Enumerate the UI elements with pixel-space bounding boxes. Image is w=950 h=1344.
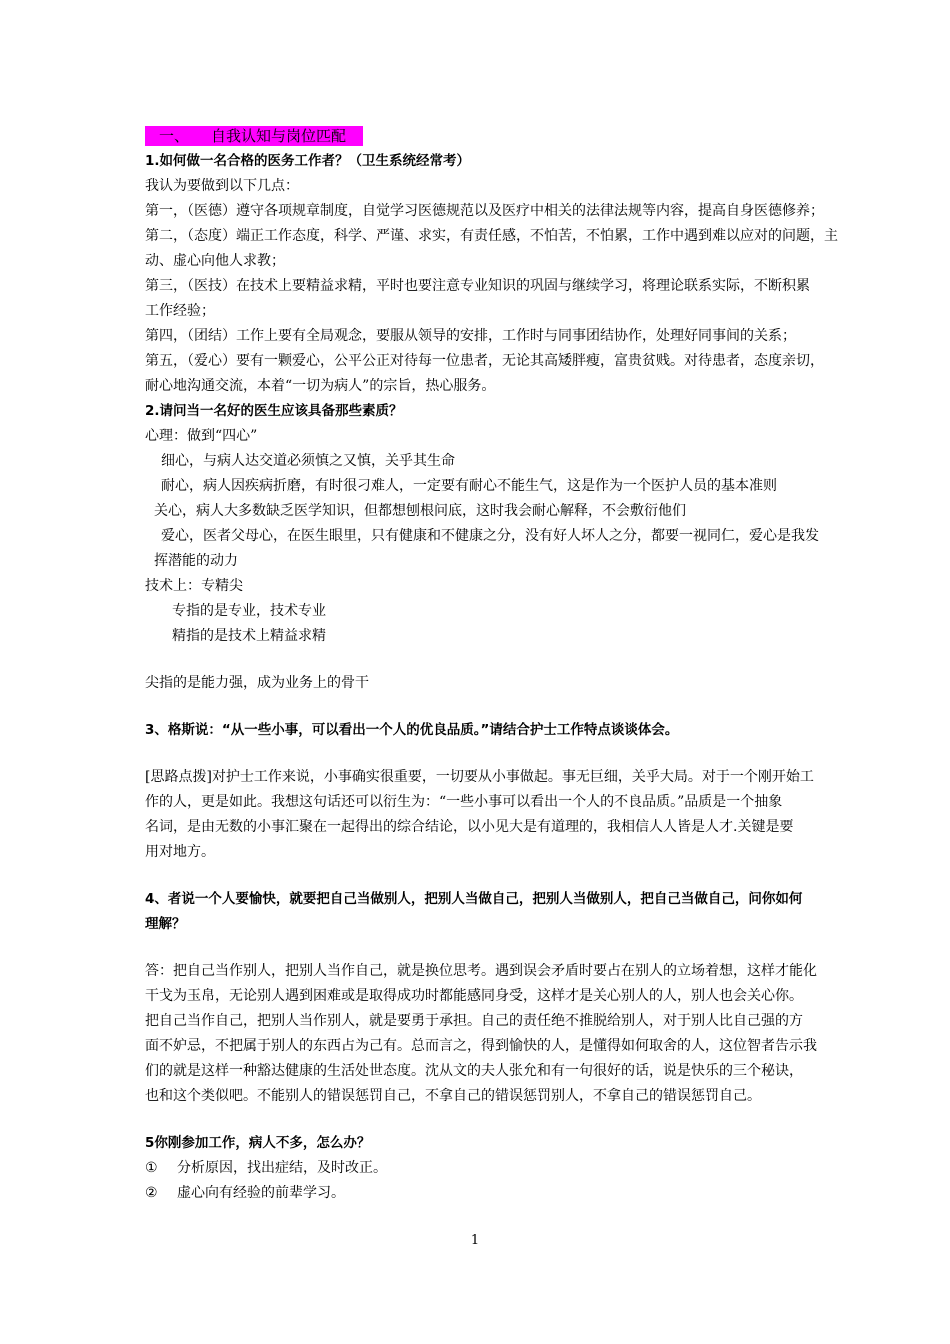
q4-line: 把自己当作自己，把别人当作别人，就是要勇于承担。自己的责任绝不推脱给别人，对于别人比自己强的方 — [145, 1013, 803, 1029]
list-marker: ① — [145, 1160, 158, 1176]
q4-line: 干戈为玉帛，无论别人遇到困难或是取得成功时都能感同身受，这样才是关心别人的人，别人也会关心你。 — [145, 988, 803, 1004]
q4-title-line: 理解？ — [145, 916, 186, 932]
q3-line: 名词，是由无数的小事汇聚在一起得出的综合结论，以小见大是有道理的，我相信人人皆是人才.关键是要 — [145, 819, 794, 835]
q2-psych-line: 耐心，病人因疾病折磨，有时很刁难人，一定要有耐心不能生气，这是作为一个医护人员的基本准则 — [161, 478, 777, 494]
q2-title: 2.请问当一名好的医生应该具备那些素质？ — [145, 403, 403, 419]
q2-tech-label: 技术上：专精尖 — [145, 578, 243, 594]
q2-psych-label: 心理：做到“四心” — [145, 428, 258, 444]
q2-tech-last: 尖指的是能力强，成为业务上的骨干 — [145, 675, 369, 691]
section-heading — [145, 126, 363, 146]
q1-line: 第二，（态度）端正工作态度，科学、严谨、求实，有责任感，不怕苦，不怕累，工作中遇到难以应对的问题，主 — [145, 228, 838, 244]
q1-title: 1.如何做一名合格的医务工作者？（卫生系统经常考） — [145, 153, 471, 169]
q4-line: 答：把自己当作别人，把别人当作自己，就是换位思考。遇到误会矛盾时要占在别人的立场着想，这样才能化 — [145, 963, 817, 979]
q1-line: 第一，（医德）遵守各项规章制度，自觉学习医德规范以及医疗中相关的法律法规等内容，提高自身医德修养； — [145, 203, 824, 219]
q1-line: 耐心地沟通交流，本着“一切为病人”的宗旨，热心服务。 — [145, 378, 496, 394]
q1-line: 动、虚心向他人求教； — [145, 253, 285, 269]
q4-title-line: 4、者说一个人要愉快，就要把自己当做别人，把别人当做自己，把别人当做别人，把自己当做自己，问你如何 — [145, 891, 803, 907]
q4-line: 们的就是这样一种豁达健康的生活处世态度。沈从文的夫人张允和有一句很好的话，说是快乐的三个秘诀， — [145, 1063, 803, 1079]
section-title: 自我认知与岗位匹配 — [211, 127, 347, 145]
list-marker: ② — [145, 1185, 158, 1201]
q3-title: 3、格斯说：“从一些小事，可以看出一个人的优良品质。”请结合护士工作特点谈谈体会。 — [145, 722, 679, 738]
q3-line: 用对地方。 — [145, 844, 215, 860]
q2-tech-line: 精指的是技术上精益求精 — [172, 628, 326, 644]
q5-title: 5你刚参加工作，病人不多，怎么办？ — [145, 1135, 371, 1151]
list-item: 虚心向有经验的前辈学习。 — [177, 1185, 345, 1201]
q1-line: 第五，（爱心）要有一颗爱心，公平公正对待每一位患者，无论其高矮胖瘦，富贵贫贱。对待患者，态度亲切， — [145, 353, 824, 369]
q3-line: 作的人，更是如此。我想这句话还可以衍生为：“一些小事可以看出一个人的不良品质。”品质是一个抽象 — [145, 794, 783, 810]
q2-psych-line: 细心，与病人达交道必须慎之又慎，关乎其生命 — [161, 453, 455, 469]
list-item: 分析原因，找出症结，及时改正。 — [177, 1160, 387, 1176]
q3-line: [思路点拨]对护士工作来说，小事确实很重要，一切要从小事做起。事无巨细，关乎大局。对于一个刚开始工 — [145, 769, 814, 785]
q2-psych-line: 关心，病人大多数缺乏医学知识，但都想刨根问底，这时我会耐心解释，不会敷衍他们 — [154, 503, 686, 519]
q4-line: 面不妒忌，不把属于别人的东西占为己有。总而言之，得到愉快的人，是懂得如何取舍的人，这位智者告示我 — [145, 1038, 817, 1054]
q4-line: 也和这个类似吧。不能别人的错误惩罚自己，不拿自己的错误惩罚别人，不拿自己的错误惩罚自己。 — [145, 1088, 761, 1104]
q1-line: 第三，（医技）在技术上要精益求精，平时也要注意专业知识的巩固与继续学习，将理论联系实际，不断积累 — [145, 278, 810, 294]
q2-psych-line: 挥潜能的动力 — [154, 553, 238, 569]
page-number: 1 — [470, 1233, 480, 1248]
q1-line: 第四，（团结）工作上要有全局观念，要服从领导的安排，工作时与同事团结协作，处理好同事间的关系； — [145, 328, 796, 344]
q2-psych-line: 爱心，医者父母心，在医生眼里，只有健康和不健康之分，没有好人坏人之分，都要一视同仁，爱心是我发 — [161, 528, 819, 544]
q1-intro: 我认为要做到以下几点： — [145, 178, 299, 194]
q1-line: 工作经验； — [145, 303, 215, 319]
q2-tech-line: 专指的是专业，技术专业 — [172, 603, 326, 619]
section-number: 一、 — [159, 127, 190, 145]
